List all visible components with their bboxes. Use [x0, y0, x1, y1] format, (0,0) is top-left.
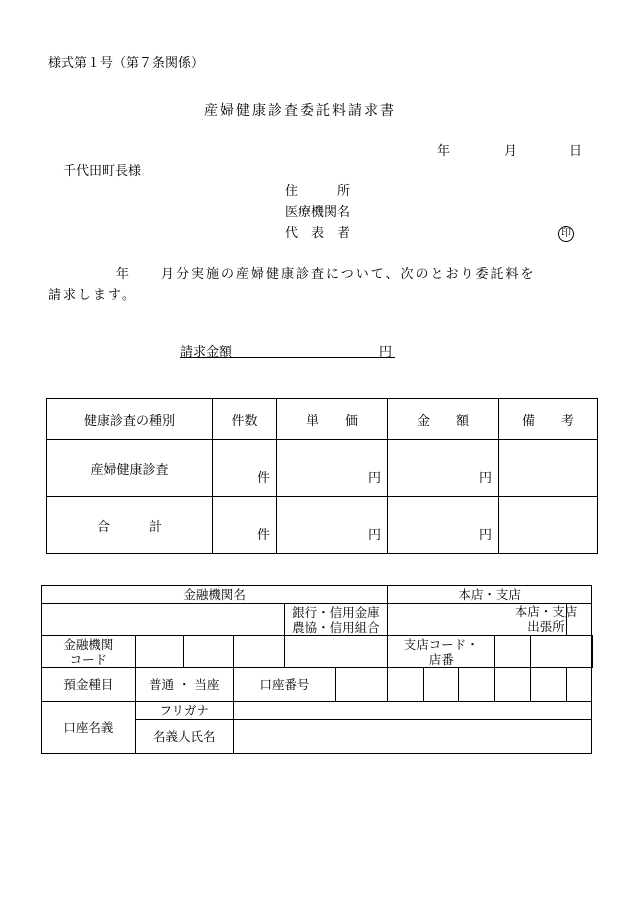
- row-remarks[interactable]: [499, 440, 598, 497]
- amount-label: 請求金額: [180, 345, 233, 360]
- branch-code-line1: 支店コード・: [403, 636, 479, 652]
- amount-underline: [180, 357, 395, 358]
- institution-name-header: 金融機関名: [42, 586, 388, 604]
- header-amount: 金 額: [388, 399, 499, 440]
- holder-name-label: 名義人氏名: [135, 720, 233, 754]
- header-type: 健康診査の種別: [47, 399, 213, 440]
- branch-type-line1: 本店・支店: [514, 604, 578, 619]
- total-unit-price[interactable]: 円: [277, 497, 388, 554]
- institution-label: 医療機関名: [285, 205, 351, 220]
- main-table: [46, 398, 598, 554]
- representative-label: 代 表 者: [285, 226, 351, 241]
- account-number-digit[interactable]: [566, 668, 591, 702]
- row-unit-price[interactable]: 円: [277, 440, 388, 497]
- branch-code-digit[interactable]: [592, 636, 593, 668]
- account-number-digit[interactable]: [459, 668, 495, 702]
- row-amount[interactable]: 円: [388, 440, 499, 497]
- institution-code-digit[interactable]: [135, 636, 183, 668]
- account-number-digit[interactable]: [336, 668, 388, 702]
- holder-name-input[interactable]: [233, 720, 591, 754]
- amount-unit: 円: [379, 345, 393, 360]
- account-name-label: 口座名義: [42, 702, 136, 754]
- table-row: [47, 440, 598, 497]
- main-table-header: [47, 399, 598, 440]
- total-count[interactable]: 件: [213, 497, 277, 554]
- bank-type-line2: 農協・信用組合: [292, 619, 380, 635]
- branch-code-label: [388, 636, 495, 668]
- institution-name-input[interactable]: [42, 604, 285, 636]
- branch-type-line2: 出張所: [527, 619, 565, 634]
- account-number-digit[interactable]: [531, 668, 567, 702]
- total-label: 合 計: [47, 497, 213, 554]
- row-type: 産婦健康診査: [47, 440, 213, 497]
- date-month: 月: [504, 144, 518, 159]
- deposit-type-value[interactable]: 普通 ・ 当座: [135, 668, 233, 702]
- header-unit-price: 単 価: [277, 399, 388, 440]
- institution-code-digit[interactable]: [233, 636, 284, 668]
- header-remarks: 備 考: [499, 399, 598, 440]
- furigana-label: フリガナ: [135, 702, 233, 720]
- table-row: [47, 497, 598, 554]
- branch-type-text: [500, 604, 592, 634]
- branch-header: 本店・支店: [388, 586, 592, 604]
- addressee: 千代田町長様: [63, 164, 142, 179]
- account-number-digit[interactable]: [388, 668, 424, 702]
- body-text-line2: 請求します。: [48, 288, 137, 303]
- form-id: 様式第１号（第７条関係）: [48, 56, 205, 71]
- document-title: 産婦健康診査委託料請求書: [204, 103, 396, 119]
- account-number-digit[interactable]: [424, 668, 459, 702]
- address-label: 住 所: [285, 184, 351, 199]
- total-remarks[interactable]: [499, 497, 598, 554]
- bank-type: [284, 604, 388, 636]
- branch-code-line2: 店番: [428, 651, 454, 667]
- deposit-type-label: 預金種目: [42, 668, 136, 702]
- institution-code-line1: 金融機関: [63, 636, 114, 652]
- header-count: 件数: [213, 399, 277, 440]
- date-year: 年: [437, 144, 451, 159]
- institution-code-label: [42, 636, 136, 668]
- seal-icon: 印: [558, 221, 574, 242]
- branch-code-digit[interactable]: [531, 636, 592, 668]
- institution-code-digit[interactable]: [183, 636, 233, 668]
- bank-type-line1: 銀行・信用金庫: [292, 604, 380, 620]
- body-text-line1: 年 月分実施の産婦健康診査について、次のとおり委託料を: [116, 267, 536, 282]
- row-count[interactable]: 件: [213, 440, 277, 497]
- furigana-input[interactable]: [233, 702, 591, 720]
- account-number-digit[interactable]: [495, 668, 531, 702]
- account-number-label: 口座番号: [233, 668, 336, 702]
- date-day: 日: [569, 144, 583, 159]
- total-amount[interactable]: 円: [388, 497, 499, 554]
- institution-code-line2: コード: [69, 651, 108, 667]
- branch-code-digit[interactable]: [495, 636, 531, 668]
- institution-code-digit[interactable]: [284, 636, 388, 668]
